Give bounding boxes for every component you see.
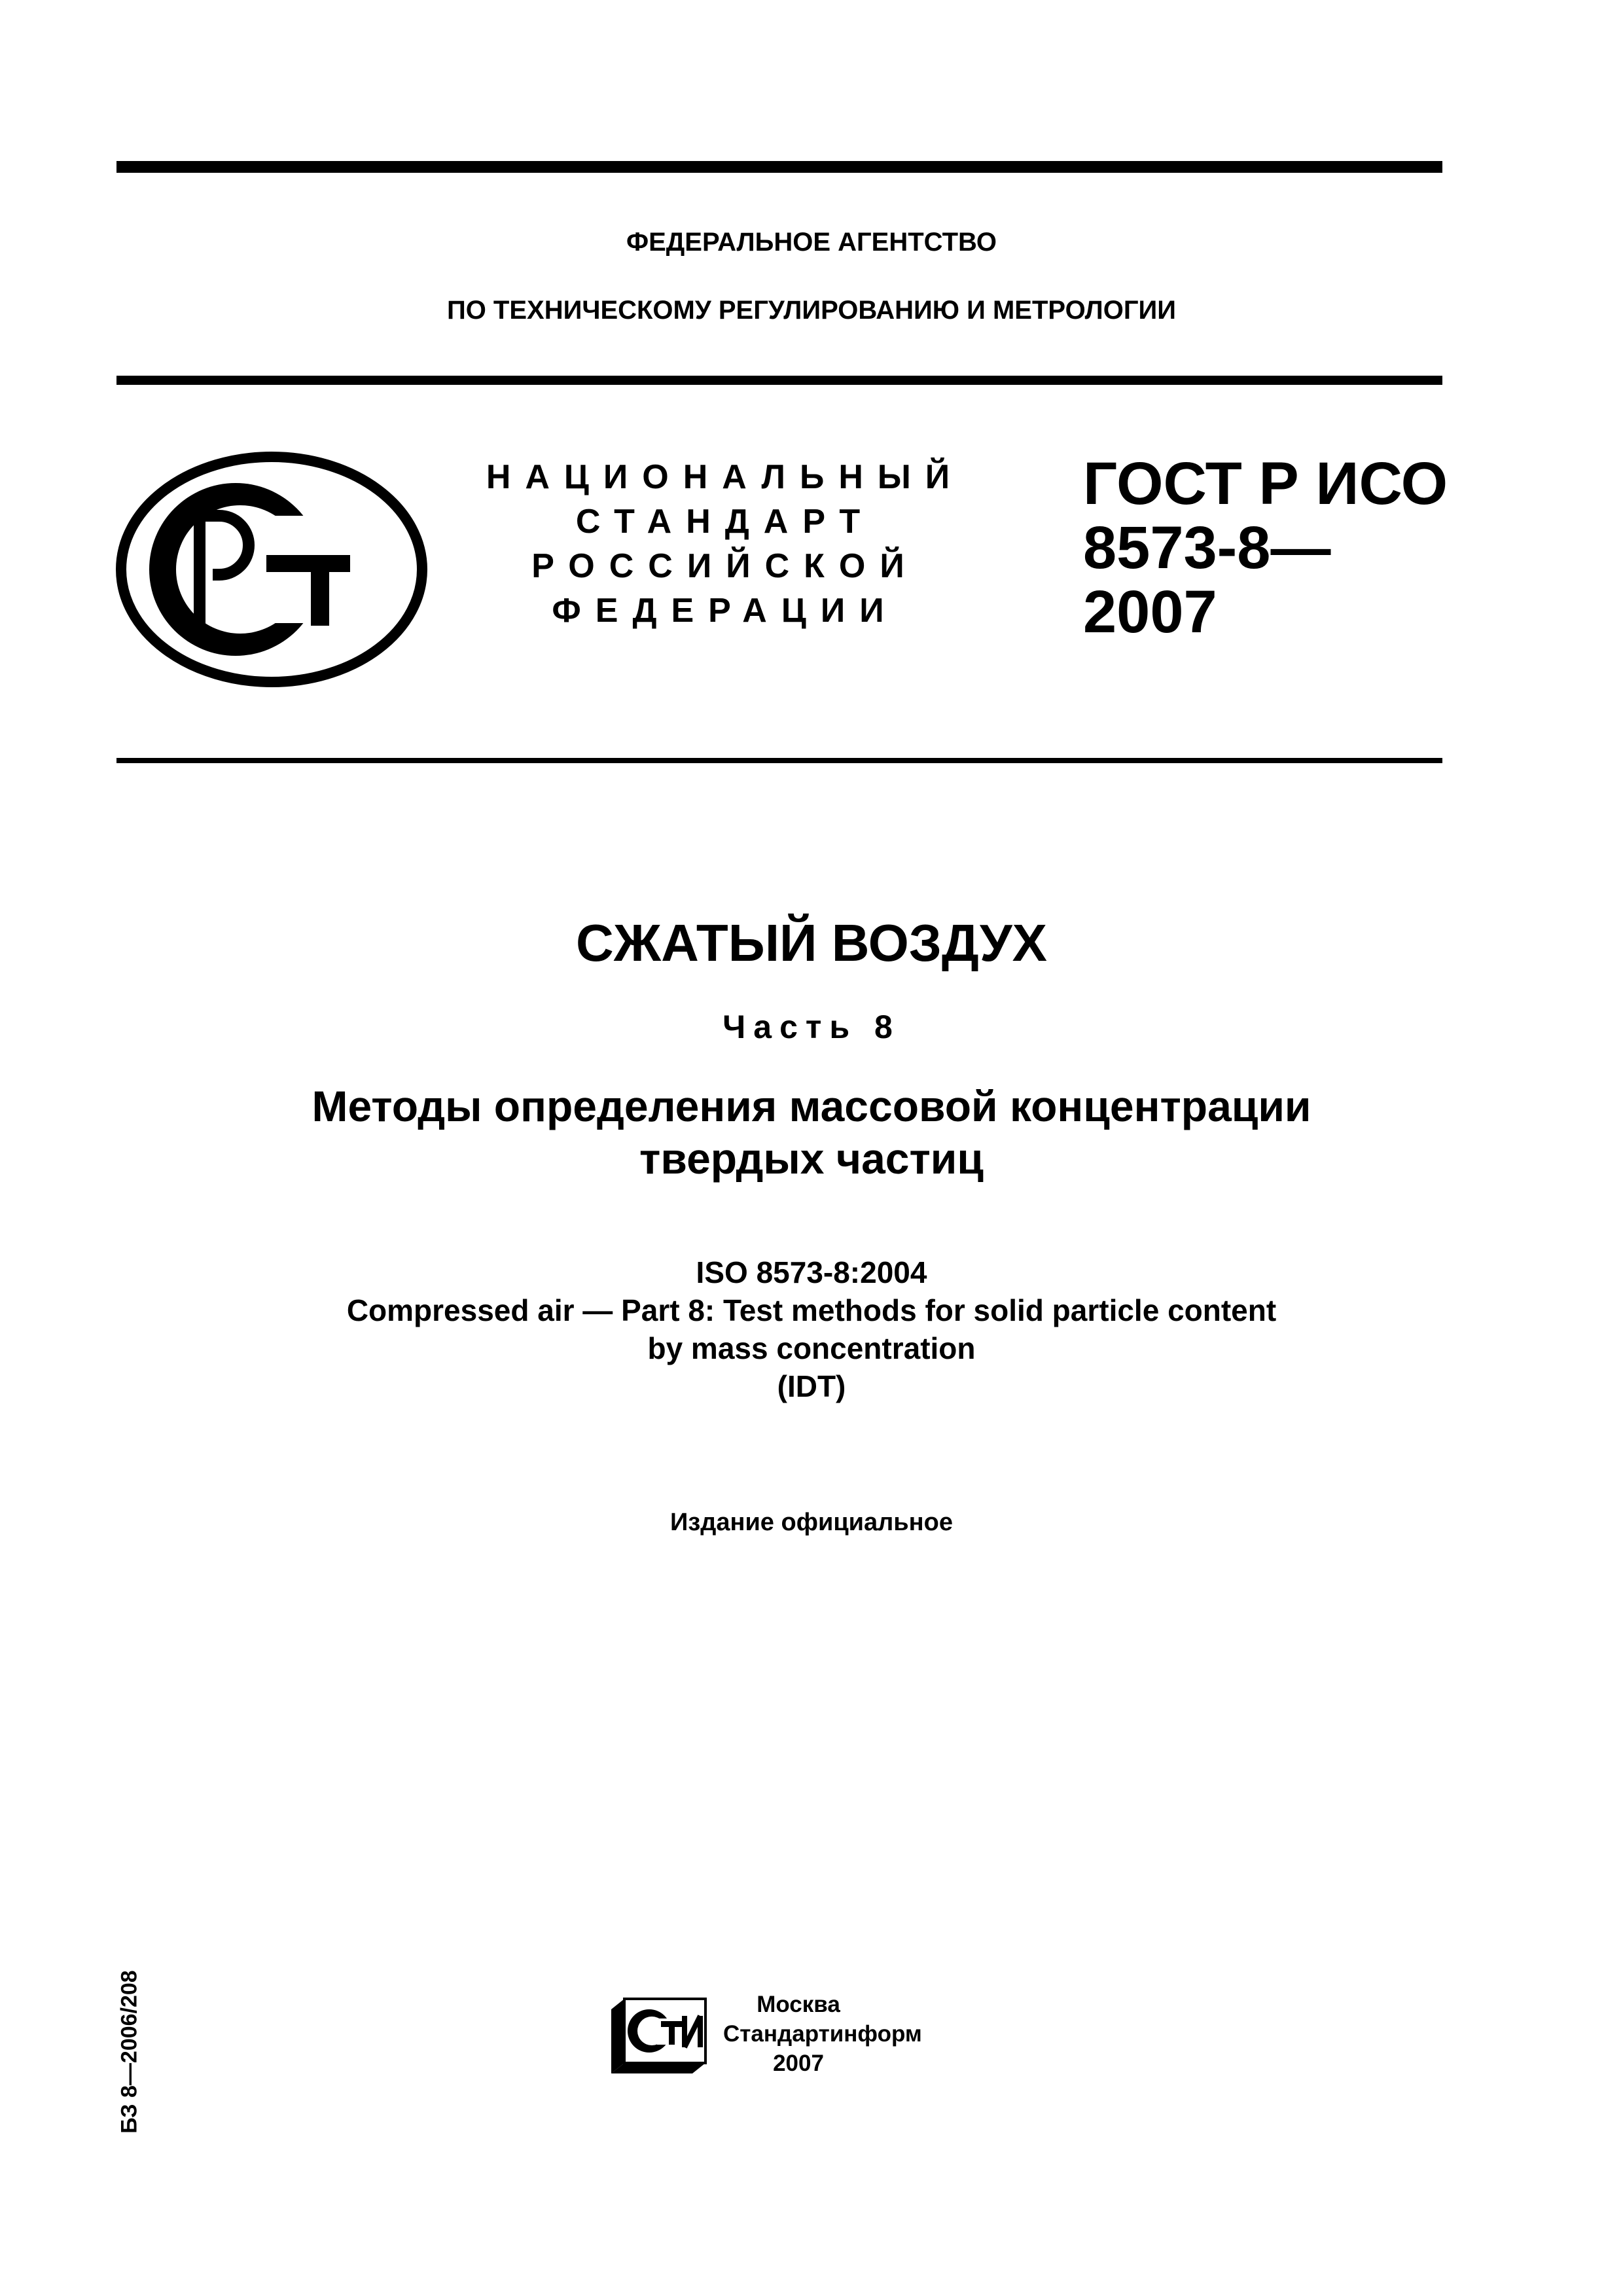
- standard-designation: [1083, 452, 1448, 644]
- designation-line-3: 2007: [1083, 579, 1217, 645]
- rst-conformity-mark-icon: [115, 450, 429, 689]
- publisher-year: 2007: [773, 2051, 824, 2076]
- subtitle-line-2: твердых частиц: [639, 1134, 984, 1183]
- national-standard-line-1: НАЦИОНАЛЬНЫЙ: [486, 458, 965, 496]
- agency-line-1: ФЕДЕРАЛЬНОЕ АГЕНТСТВО: [626, 228, 997, 257]
- iso-title-line-2: by mass concentration: [647, 1331, 976, 1365]
- header-bottom-rule: [116, 376, 1442, 385]
- iso-reference: ISO 8573-8:2004: [696, 1255, 927, 1289]
- national-standard-line-2: СТАНДАРТ: [575, 503, 875, 541]
- side-code-text: БЗ 8—2006/208: [116, 1970, 142, 2134]
- national-standard-block: [476, 455, 974, 633]
- designation-line-2: 8573-8—: [1083, 514, 1331, 581]
- side-code: [116, 1905, 143, 2199]
- top-rule: [116, 161, 1442, 173]
- subtitle-line-1: Методы определения массовой концентрации: [312, 1082, 1311, 1130]
- publisher-name: Стандартинформ: [723, 2021, 922, 2047]
- publisher-city: Москва: [757, 1992, 840, 2017]
- iso-title-line-1: Compressed air — Part 8: Test methods for solid particle content: [346, 1293, 1277, 1327]
- iso-equivalence: (IDT): [777, 1369, 846, 1403]
- edition-label: Издание официальное: [670, 1509, 953, 1536]
- document-title: СЖАТЫЙ ВОЗДУХ: [576, 914, 1047, 972]
- publisher-block: [723, 1990, 922, 2078]
- part-number: Часть 8: [722, 1009, 901, 1045]
- agency-line-2: ПО ТЕХНИЧЕСКОМУ РЕГУЛИРОВАНИЮ И МЕТРОЛОГИИ: [446, 296, 1177, 325]
- national-standard-line-4: ФЕДЕРАЦИИ: [552, 592, 899, 630]
- standartinform-sti-logo-icon: [609, 1990, 707, 2075]
- iso-reference-block: [0, 1253, 1623, 1405]
- document-subtitle: [0, 1080, 1623, 1185]
- designation-line-1: ГОСТ Р ИСО: [1083, 450, 1448, 517]
- logo-bottom-rule: [116, 758, 1442, 763]
- national-standard-line-3: РОССИЙСКОЙ: [531, 547, 919, 585]
